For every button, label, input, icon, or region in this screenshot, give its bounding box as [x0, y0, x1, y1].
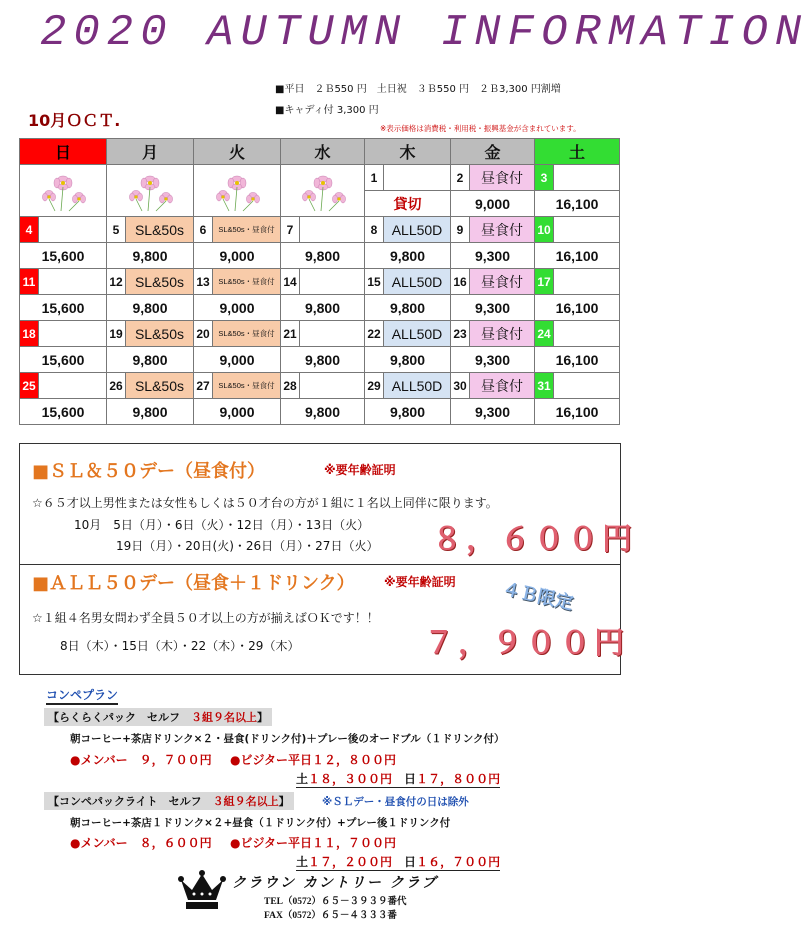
price-cell: 9,800: [365, 347, 451, 373]
week-1: [20, 217, 620, 243]
price-cell: 16,100: [535, 399, 620, 425]
day-cell: [535, 165, 620, 191]
day-label: [554, 217, 619, 242]
week-2: [20, 269, 620, 295]
day-cell: [451, 269, 535, 295]
day-label: SL&50s・昼食付: [213, 321, 280, 346]
pricing-line-2: ■キャディ付 3,300 円: [275, 105, 379, 116]
day-number: 23: [451, 321, 470, 346]
header-fri: 金: [451, 139, 535, 165]
price-cell: 9,000: [451, 191, 535, 217]
day-number: 28: [281, 373, 300, 398]
plan2-content: 朝コーヒー+茶店１ドリンク×２+昼食（１ドリンク付）+プレー後１ドリンク付: [70, 817, 451, 829]
day-cell: [107, 269, 194, 295]
day-label: [300, 269, 364, 294]
day-label: 昼食付: [470, 373, 534, 398]
compe-title: コンペプラン: [46, 686, 118, 705]
page-title: 2020 AUTUMN INFORMATION: [40, 8, 808, 58]
cosmos-flower-icon: [107, 167, 193, 215]
day-label: ALL50D: [384, 373, 450, 398]
day-number: 14: [281, 269, 300, 294]
week-4: [20, 373, 620, 399]
price-cell: 16,100: [535, 295, 620, 321]
day-number: 29: [365, 373, 384, 398]
day-number: 30: [451, 373, 470, 398]
day-label: ALL50D: [384, 217, 450, 242]
sl50-dates-1: 10月 5日（月）・6日（火）・12日（月）・13日（火）: [74, 518, 370, 532]
day-label: [39, 373, 106, 398]
price-cell: 9,300: [451, 399, 535, 425]
plan1-visitor: ●ビジター平日１２，８００円: [230, 753, 397, 767]
day-cell: [535, 373, 620, 399]
day-cell: [20, 269, 107, 295]
header-wed: 水: [281, 139, 365, 165]
header-thu: 木: [365, 139, 451, 165]
day-number: 13: [194, 269, 213, 294]
day-number: 11: [20, 269, 39, 294]
day-label: SL&50s・昼食付: [213, 269, 280, 294]
sl50-price: ８，６００円: [432, 523, 636, 556]
day-cell: [194, 321, 281, 347]
day-label: [39, 321, 106, 346]
day-number: 31: [535, 373, 554, 398]
day-cell: [194, 269, 281, 295]
header-sat: 土: [535, 139, 620, 165]
plan2-weekend: 土１７，２００円 日１６，７００円: [296, 855, 501, 869]
price-cell: 9,800: [107, 243, 194, 269]
day-cell: [535, 217, 620, 243]
price-cell: 9,300: [451, 295, 535, 321]
day-label: ALL50D: [384, 321, 450, 346]
plan1-member: ●メンバー ９，７００円: [70, 753, 212, 767]
week-3-prices: [20, 347, 620, 373]
plan1-heading: 【らくらくパック セルフ ３組９名以上】: [44, 708, 272, 726]
pricing-line-1: ■平日 ２Ｂ550 円 土日祝 ３Ｂ550 円 ２Ｂ3,300 円割増: [275, 84, 561, 95]
day-label: 昼食付: [470, 321, 534, 346]
header-mon: 月: [107, 139, 194, 165]
day-cell: [281, 217, 365, 243]
day-label: SL&50s・昼食付: [213, 373, 280, 398]
price-cell: 9,300: [451, 243, 535, 269]
price-cell: 15,600: [20, 347, 107, 373]
calendar: [19, 138, 620, 425]
week-1-prices: [20, 243, 620, 269]
day-number: 12: [107, 269, 126, 294]
all50-dates: 8日（木）・15日（木）・22（木）・29（木）: [60, 639, 300, 653]
day-label: SL&50s: [126, 217, 193, 242]
day-cell: [20, 321, 107, 347]
day-number: 19: [107, 321, 126, 346]
cosmos-flower-icon: [281, 167, 364, 215]
cosmos-flower-icon: [20, 167, 106, 215]
plan2-visitor: ●ビジター平日１１，７００円: [230, 836, 397, 850]
day-label: ALL50D: [384, 269, 450, 294]
price-cell: 9,800: [365, 243, 451, 269]
price-cell: 16,100: [535, 243, 620, 269]
day-number: 5: [107, 217, 126, 242]
flower-cell: [281, 165, 365, 217]
calendar-header: [20, 139, 620, 165]
day-label: [300, 217, 364, 242]
day-label: [554, 269, 619, 294]
price-cell: 9,800: [107, 399, 194, 425]
flower-cell: [20, 165, 107, 217]
flower-cell: [107, 165, 194, 217]
plan2-exclude-note: ※ＳＬデー・昼食付の日は除外: [322, 796, 469, 808]
day-number: 7: [281, 217, 300, 242]
day-label: [39, 269, 106, 294]
plan2-member: ●メンバー ８，６００円: [70, 836, 212, 850]
price-cell: 16,100: [535, 191, 620, 217]
day-cell: [535, 321, 620, 347]
day-number: 18: [20, 321, 39, 346]
price-cell: 9,800: [365, 295, 451, 321]
price-cell: 9,000: [194, 243, 281, 269]
day-label: [554, 321, 619, 346]
all50-heading: ■ＡＬＬ５０デー（昼食＋１ドリンク）: [32, 573, 355, 594]
all50-limit: ４Ｂ限定: [500, 578, 576, 615]
day-cell: [107, 321, 194, 347]
day-number: 21: [281, 321, 300, 346]
day-cell: [451, 165, 535, 191]
day-cell: [451, 217, 535, 243]
day-label: 昼食付: [470, 269, 534, 294]
week-2-prices: [20, 295, 620, 321]
day-cell: [20, 373, 107, 399]
day-number: 10: [535, 217, 554, 242]
price-cell: 9,800: [281, 399, 365, 425]
day-label: [554, 165, 619, 190]
price-cell: 15,600: [20, 295, 107, 321]
crown-logo-icon: [178, 870, 226, 916]
day-number: 8: [365, 217, 384, 242]
price-cell: 9,800: [107, 295, 194, 321]
day-cell: [107, 373, 194, 399]
plan1-content: 朝コーヒー+茶店ドリンク×２・昼食(ドリンク付)＋プレー後のオードブル（１ドリンク付）: [70, 733, 505, 745]
day-cell: [365, 165, 451, 191]
events-box: [19, 443, 636, 675]
club-fax: FAX（0572）６５－４３３３番: [264, 911, 397, 921]
cosmos-flower-icon: [194, 167, 280, 215]
day-label: SL&50s: [126, 269, 193, 294]
day-number: 26: [107, 373, 126, 398]
sl50-heading: ■ＳＬ＆５０デー（昼食付）: [32, 461, 266, 482]
day-label: 昼食付: [470, 165, 534, 190]
price-cell: 9,800: [281, 347, 365, 373]
day-label: [300, 373, 364, 398]
price-cell: 15,600: [20, 243, 107, 269]
day-number: 1: [365, 165, 384, 190]
day-number: 17: [535, 269, 554, 294]
day-number: 6: [194, 217, 213, 242]
all50-price: ７，９００円: [424, 627, 628, 660]
sl50-dates-2: 19日（月）・20日(火)・26日（月）・27日（火）: [116, 539, 379, 553]
sl50-note: ※要年齢証明: [324, 463, 396, 477]
header-sun: 日: [20, 139, 107, 165]
plan2-heading: 【コンペパックライト セルフ ３組９名以上】: [44, 792, 294, 810]
week-0: [20, 165, 620, 191]
day-cell: [451, 373, 535, 399]
price-cell: 15,600: [20, 399, 107, 425]
day-number: 27: [194, 373, 213, 398]
week-3: [20, 321, 620, 347]
day-cell: [365, 269, 451, 295]
price-cell: 9,800: [281, 243, 365, 269]
day-cell: [281, 373, 365, 399]
events-divider: [20, 564, 620, 565]
day-cell: [20, 217, 107, 243]
all50-note: ※要年齢証明: [384, 575, 456, 589]
price-cell: 9,800: [107, 347, 194, 373]
price-cell: 9,300: [451, 347, 535, 373]
day-cell: [281, 269, 365, 295]
day-number: 3: [535, 165, 554, 190]
price-cell: 9,000: [194, 399, 281, 425]
month-label: 10月ＯＣＴ.: [28, 111, 121, 130]
sl50-desc: ☆６５才以上男性または女性もしくは５０才台の方が１組に１名以上同伴に限ります。: [32, 496, 498, 510]
day-label: SL&50s: [126, 373, 193, 398]
day-number: 24: [535, 321, 554, 346]
day-cell: [451, 321, 535, 347]
day-cell: [535, 269, 620, 295]
week-4-prices: [20, 399, 620, 425]
price-cell: 9,800: [281, 295, 365, 321]
day-number: 16: [451, 269, 470, 294]
day-number: 15: [365, 269, 384, 294]
day-label: [300, 321, 364, 346]
day-cell: [107, 217, 194, 243]
day-label: SL&50s・昼食付: [213, 217, 280, 242]
header-tue: 火: [194, 139, 281, 165]
price-cell: 16,100: [535, 347, 620, 373]
day-number: 9: [451, 217, 470, 242]
day-number: 25: [20, 373, 39, 398]
day-cell: [365, 373, 451, 399]
day-label: [39, 217, 106, 242]
day-number: 4: [20, 217, 39, 242]
day-number: 22: [365, 321, 384, 346]
day-cell: [194, 373, 281, 399]
day-cell: [365, 321, 451, 347]
price-cell: 9,000: [194, 347, 281, 373]
day-label: 昼食付: [470, 217, 534, 242]
day-cell: [194, 217, 281, 243]
price-cell: 9,000: [194, 295, 281, 321]
club-tel: TEL（0572）６５－３９３９番代: [264, 897, 407, 907]
plan1-weekend: 土１８，３００円 日１７，８００円: [296, 772, 501, 786]
all50-desc: ☆１組４名男女問わず全員５０才以上の方が揃えばＯＫです！！: [32, 611, 379, 625]
club-name: クラウン カントリー クラブ: [232, 875, 438, 891]
day-label: SL&50s: [126, 321, 193, 346]
day-label: [384, 165, 450, 190]
tax-note: ※表示価格は消費税・利用税・振興基金が含まれています。: [380, 124, 581, 133]
day-label: [554, 373, 619, 398]
day-number: 20: [194, 321, 213, 346]
day-cell: [365, 217, 451, 243]
closed-label: 貸切: [365, 191, 451, 217]
day-number: 2: [451, 165, 470, 190]
flower-cell: [194, 165, 281, 217]
day-cell: [281, 321, 365, 347]
price-cell: 9,800: [365, 399, 451, 425]
